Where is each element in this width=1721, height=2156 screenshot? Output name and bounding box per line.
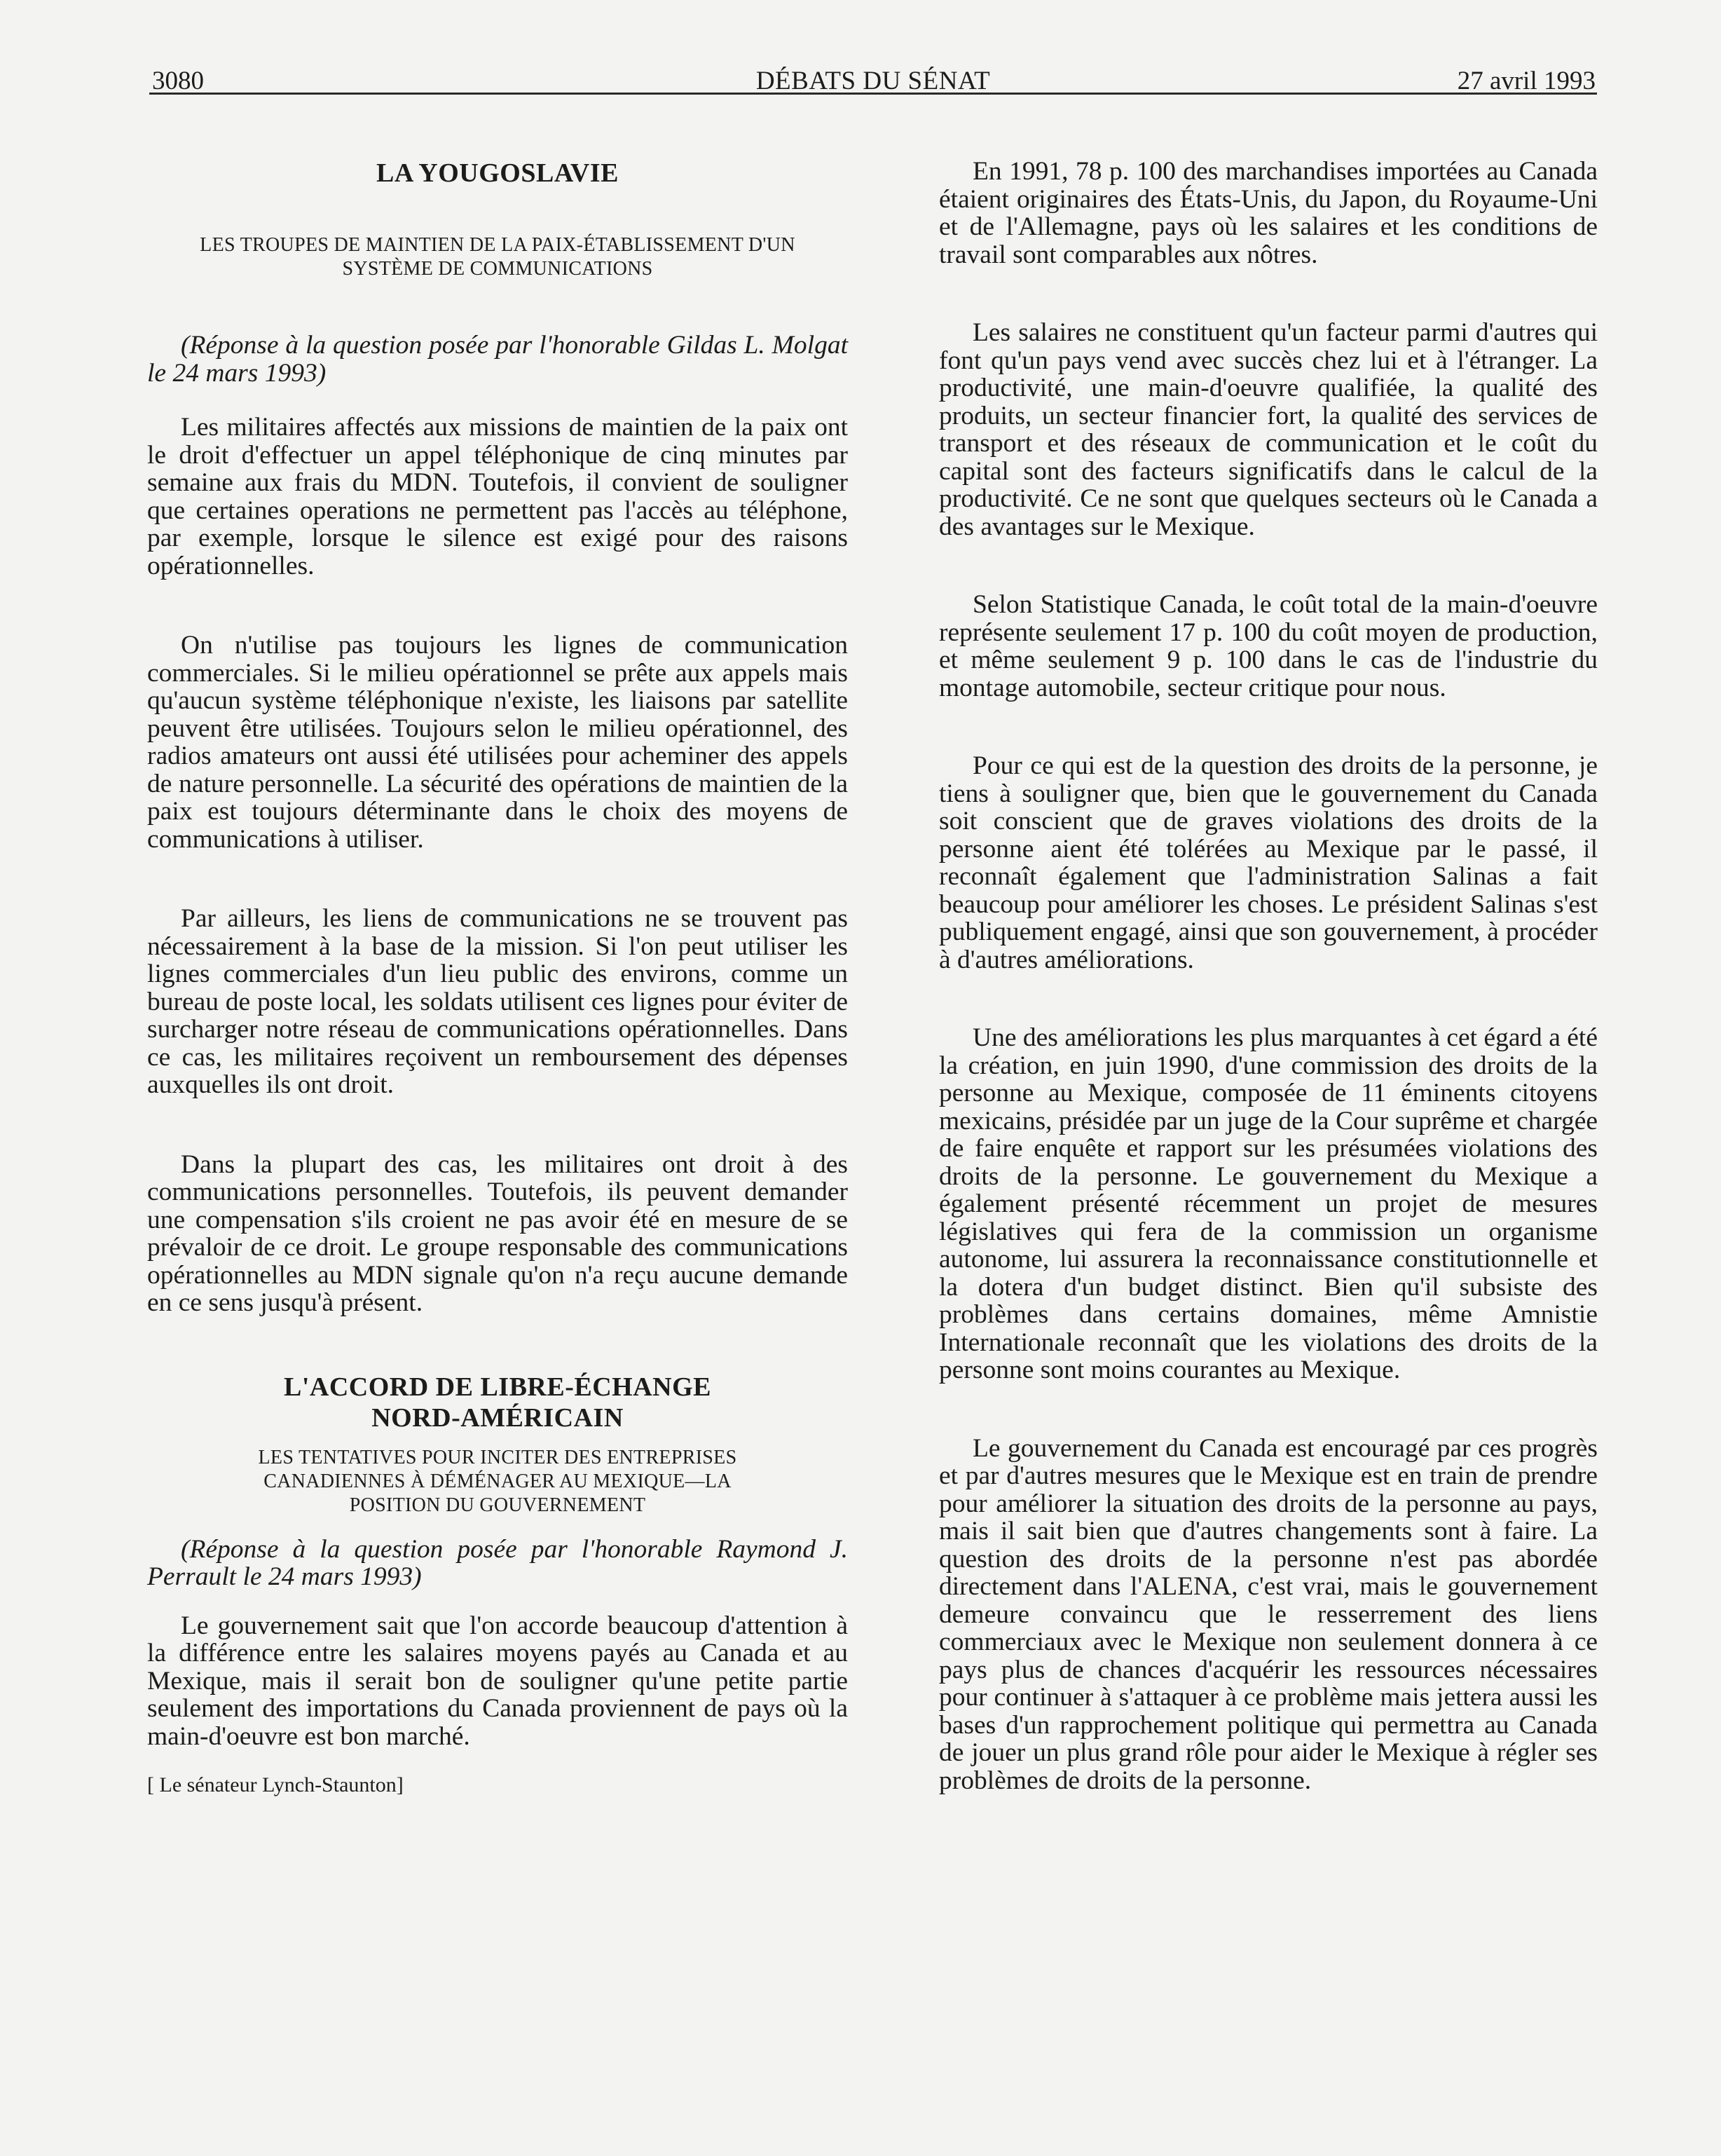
section-title-alena-line2: NORD-AMÉRICAIN xyxy=(371,1403,624,1433)
section-title-yougoslavie: LA YOUGOSLAVIE xyxy=(376,158,619,188)
question-reference-perrault: (Réponse à la question posée par l'honorable Raymond J. Perrault le 24 mars 1993) xyxy=(147,1534,848,1591)
left-column xyxy=(147,158,848,1799)
paragraph: Selon Statistique Canada, le coût total de la main-d'oeuvre représente seulement 17 p. 100 du coût moyen de production, et même seulement 9 p. 100 dans le cas de l'industrie du montage automobile, secteur critique pour nous. xyxy=(939,590,1598,702)
paragraph: Pour ce qui est de la question des droits de la personne, je tiens à souligner que, bien que le gouvernement du Canada soit conscient que de graves violations des droits de la personne aient été tolérées au Mexique par le passé, il reconnaît également que l'administration Salinas a fait beaucoup pour améliorer les choses. Le président Salinas s'est publiquement engagé, ainsi que son gouvernement, à procéder à d'autres améliorations. xyxy=(939,751,1598,974)
page-header xyxy=(149,57,1597,95)
section-subtitle-entreprises: LES TENTATIVES POUR INCITER DES ENTREPRISES CANADIENNES À DÉMÉNAGER AU MEXIQUE—LA POSITION DU GOUVERNEMENT xyxy=(258,1446,737,1516)
paragraph: Les militaires affectés aux missions de maintien de la paix ont le droit d'effectuer un appel téléphonique de cinq minutes par semaine aux frais du MDN. Toutefois, il convient de souligner que certaines operations ne permettent pas l'accès au téléphone, par exemple, lorsque le silence est exigé pour des raisons opérationnelles. xyxy=(147,413,848,580)
paragraph: Les salaires ne constituent qu'un facteur parmi d'autres qui font qu'un pays vend avec succès chez lui et à l'étranger. La productivité, une main-d'oeuvre qualifiée, la qualité des produits, un secteur financier fort, la qualité des services de transport et des réseaux de communication et le coût du capital sont des facteurs significatifs dans le calcul de la productivité. Ce ne sont que quelques secteurs où le Canada a des avantages sur le Mexique. xyxy=(939,318,1598,541)
paragraph: Le gouvernement sait que l'on accorde beaucoup d'attention à la différence entre les salaires moyens payés au Canada et au Mexique, mais il serait bon de souligner qu'une petite partie seulement des importations du Canada proviennent de pays où la main-d'oeuvre est bon marché. xyxy=(147,1611,848,1751)
paragraph: Le gouvernement du Canada est encouragé par ces progrès et par d'autres mesures que le Mexique est en train de prendre pour améliorer la situation des droits de la personne au pays, mais il sait bien que d'autres changements sont à faire. La question des droits de la personne n'est pas abordée directement dans l'ALENA, c'est vrai, mais le gouvernement demeure convaincu que le resserrement des liens commerciaux avec le Mexique non seulement donnera à ce pays plus de chances d'acquérir les ressources nécessaires pour continuer à s'attaquer à ce problème mais jettera aussi les bases d'un rapprochement politique qui permettra au Canada de jouer un plus grand rôle pour aider le Mexique à régler ses problèmes de droits de la personne. xyxy=(939,1433,1598,1795)
page-number: 3080 xyxy=(152,67,204,95)
paragraph: On n'utilise pas toujours les lignes de communication commerciales. Si le milieu opérationnel se prête aux appels mais qu'aucun système téléphonique n'existe, les liaisons par satellite peuvent être utilisées. Toujours selon le milieu opérationnel, des radios amateurs ont aussi été utilisées pour acheminer des appels de nature personnelle. La sécurité des opérations de maintien de la paix est toujours déterminante dans le choix des moyens de communications à utiliser. xyxy=(147,631,848,854)
section-subtitle-communications: LES TROUPES DE MAINTIEN DE LA PAIX-ÉTABLISSEMENT D'UN SYSTÈME DE COMMUNICATIONS xyxy=(200,234,795,280)
right-column xyxy=(939,158,1598,1794)
paragraph: En 1991, 78 p. 100 des marchandises importées au Canada étaient originaires des États-Unis, du Japon, du Royaume-Uni et de l'Allemagne, pays où les salaires et les conditions de travail sont comparables aux nôtres. xyxy=(939,157,1598,269)
section-title-alena xyxy=(147,1372,848,1433)
publication-title: DÉBATS DU SÉNAT xyxy=(755,67,991,95)
paragraph: Une des améliorations les plus marquantes à cet égard a été la création, en juin 1990, d'une commission des droits de la personne au Mexique, composée de 11 éminents citoyens mexicains, présidée par un juge de la Cour suprême et chargée de faire enquête et rapport sur les présumées violations des droits de la personne. Le gouvernement du Mexique a également présenté récemment un projet de mesures législatives qui fera de la commission un organisme autonome, lui assurera la reconnaissance constitutionnelle et la dotera d'un budget distinct. Bien qu'il subsiste des problèmes dans certains domaines, même Amnistie Internationale reconnaît que les violations des droits de la personne sont moins courantes au Mexique. xyxy=(939,1023,1598,1384)
paragraph: Dans la plupart des cas, les militaires ont droit à des communications personnelles. Toutefois, ils peuvent demander une compensation s'ils croient ne pas avoir été en mesure de se prévaloir de ce droit. Le groupe responsable des communications opérationnelles au MDN signale qu'on n'a reçu aucune demande en ce sens jusqu'à présent. xyxy=(147,1149,848,1317)
question-reference-molgat: (Réponse à la question posée par l'honorable Gildas L. Molgat le 24 mars 1993) xyxy=(147,331,848,388)
publication-date: 27 avril 1993 xyxy=(1457,67,1596,95)
speaker-attribution: [ Le sénateur Lynch-Staunton] xyxy=(147,1773,404,1796)
paragraph: Par ailleurs, les liens de communications ne se trouvent pas nécessairement à la base de la mission. Si l'on peut utiliser les lignes commerciales d'un lieu public des environs, comme un bureau de poste local, les soldats utilisent ces lignes pour éviter de surcharger notre réseau de communications opérationnelles. Dans ce cas, les militaires reçoivent un remboursement des dépenses auxquelles ils ont droit. xyxy=(147,904,848,1099)
section-title-alena-line1: L'ACCORD DE LIBRE-ÉCHANGE xyxy=(283,1372,712,1402)
